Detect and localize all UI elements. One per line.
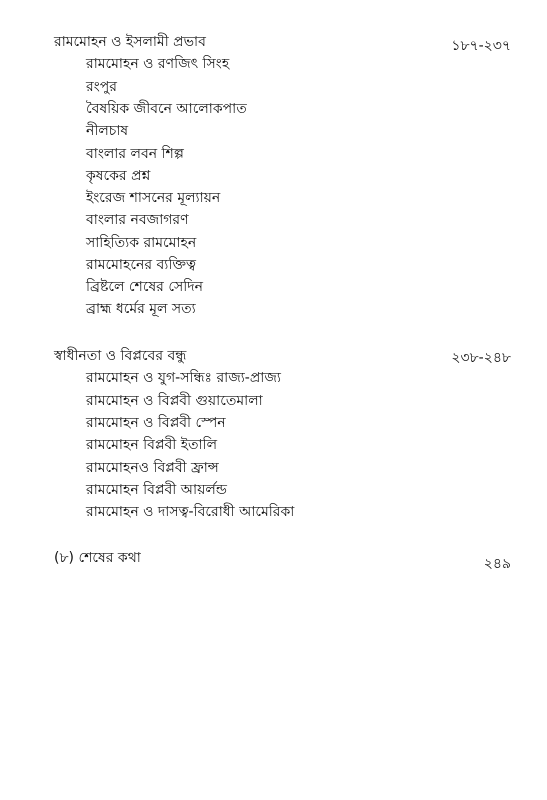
- section-heading: স্বাধীনতা ও বিপ্লবের বন্ধু: [54, 348, 187, 364]
- section-page-range: ২৩৮-২৪৮: [451, 350, 511, 366]
- toc-item: বাংলার লবন শিল্প: [86, 146, 184, 162]
- toc-item: রামমোহন ও যুগ-সন্ধিঃ রাজ্য-প্রাজ্য: [86, 370, 281, 386]
- toc-item: ইংরেজ শাসনের মূল্যায়ন: [86, 190, 221, 206]
- toc-item: বৈষয়িক জীবনে আলোকপাত: [86, 101, 247, 117]
- section-heading: রামমোহন ও ইসলামী প্রভাব: [54, 34, 206, 50]
- toc-item: রামমোহনের ব্যক্তিত্ব: [86, 257, 196, 273]
- section-page-range: ২৪৯: [483, 556, 511, 572]
- toc-item: রামমোহন ও বিপ্লবী স্পেন: [86, 415, 226, 431]
- toc-item: রামমোহন বিপ্লবী ইতালি: [86, 437, 218, 453]
- toc-item: সাহিত্যিক রামমোহন: [86, 235, 197, 251]
- toc-item: ব্রিষ্টলে শেষের সেদিন: [86, 279, 203, 295]
- toc-item: ব্রাহ্ম ধর্মের মূল সত্য: [86, 301, 196, 317]
- section-page-range: ১৮৭-২৩৭: [451, 38, 511, 54]
- toc-item: রামমোহন বিপ্লবী আয়র্লন্ড: [86, 482, 227, 498]
- section-heading: (৮) শেষের কথা: [54, 550, 141, 566]
- toc-item: কৃষকের প্রশ্ন: [86, 168, 151, 184]
- toc-item: রামমোহন ও রণজিৎ সিংহ: [86, 56, 230, 72]
- toc-item: নীলচাষ: [86, 123, 129, 139]
- toc-item: রংপুর: [86, 79, 117, 95]
- toc-item: রামমোহন ও বিপ্লবী গুয়াতেমালা: [86, 393, 263, 409]
- toc-item: রামমোহন ও দাসত্ব-বিরোধী আমেরিকা: [86, 504, 295, 520]
- toc-item: বাংলার নবজাগরণ: [86, 212, 189, 228]
- toc-item: রামমোহনও বিপ্লবী ফ্রান্স: [86, 460, 219, 476]
